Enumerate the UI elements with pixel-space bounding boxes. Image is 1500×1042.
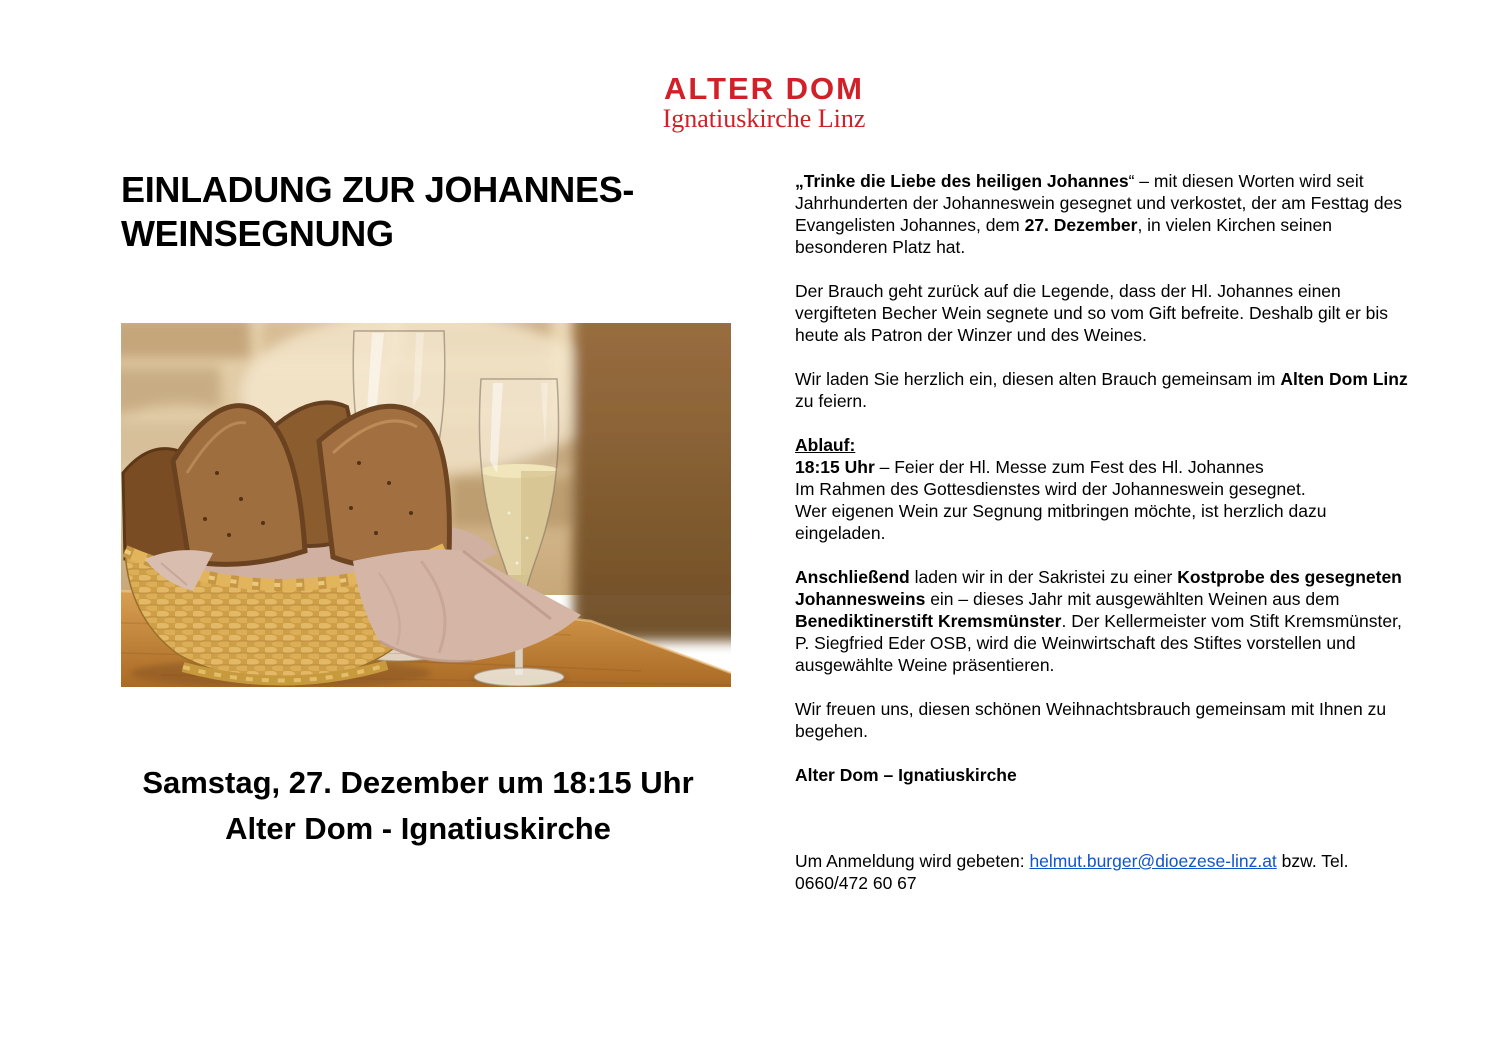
event-place: Alter Dom - Ignatiuskirche	[225, 811, 611, 846]
event-date: Samstag, 27. Dezember um 18:15 Uhr	[142, 765, 694, 800]
logo-title: ALTER DOM	[664, 71, 864, 106]
body-text	[795, 170, 1413, 916]
logo-subtitle: Ignatiuskirche Linz	[662, 104, 866, 133]
intro-paragraph	[795, 170, 1413, 258]
text-segment: Ablauf:	[795, 435, 856, 455]
text-segment: Kostprobe des gesegneten Johannesweins	[795, 567, 1402, 609]
text-segment: Alter Dom – Ignatiuskirche	[795, 765, 1017, 785]
event-photo	[121, 323, 731, 687]
page-title	[121, 168, 721, 256]
email-link[interactable]: helmut.burger@dioezese-linz.at	[1029, 851, 1277, 871]
text-segment: Alten Dom Linz	[1280, 369, 1408, 389]
wine-and-bread-photo	[121, 323, 731, 687]
closing-paragraph	[795, 698, 1413, 742]
text-segment: , in vielen Kirchen seinen besonderen Platz hat.	[795, 215, 1332, 257]
text-segment: Anschließend	[795, 567, 910, 587]
text-segment: Der Brauch geht zurück auf die Legende, dass der Hl. Johannes einen vergifteten Becher Wein segnete und so vom Gift befreite. Deshalb gilt er bis heute als Patron der Winzer und des Weines.	[795, 281, 1389, 345]
schedule-heading	[795, 434, 1413, 456]
schedule-line-3	[795, 500, 1413, 544]
text-segment: . Der Kellermeister vom Stift Kremsmünster, P. Siegfried Eder OSB, wird die Weinwirtschaft des Stiftes vorstellen und ausgewählte Weine präsentieren.	[795, 611, 1402, 675]
text-segment: Wir freuen uns, diesen schönen Weihnachtsbrauch gemeinsam mit Ihnen zu begehen.	[795, 699, 1387, 741]
event-banner	[122, 760, 714, 852]
page-title-line2: WEINSEGNUNG	[121, 213, 394, 254]
text-segment: Um Anmeldung wird gebeten:	[795, 851, 1030, 871]
text-segment: „Trinke die Liebe des heiligen Johannes	[795, 171, 1129, 191]
signature-line	[795, 764, 1413, 786]
text-segment: Im Rahmen des Gottesdienstes wird der Johanneswein gesegnet.	[795, 479, 1306, 499]
text-segment: bzw. Tel. 0660/472 60 67	[795, 851, 1349, 893]
text-segment: 18:15 Uhr	[795, 457, 875, 477]
page-title-line1: EINLADUNG ZUR JOHANNES-	[121, 169, 635, 210]
text-segment: Wer eigenen Wein zur Segnung mitbringen möchte, ist herzlich dazu eingeladen.	[795, 501, 1327, 543]
text-segment: laden wir in der Sakristei zu einer	[909, 567, 1178, 587]
text-segment: “ – mit diesen Worten wird seit Jahrhunderten der Johanneswein gesegnet und verkostet, der am Festtag des Evangelisten Johannes, dem	[795, 171, 1403, 235]
text-segment: 27. Dezember	[1024, 215, 1138, 235]
text-segment: ein – dieses Jahr mit ausgewählten Weinen aus dem	[925, 589, 1340, 609]
text-segment: Benediktinerstift Kremsmünster	[795, 611, 1062, 631]
schedule-line-1	[795, 456, 1413, 478]
registration-paragraph	[795, 850, 1413, 894]
invite-paragraph	[795, 368, 1413, 412]
legend-paragraph	[795, 280, 1413, 346]
tasting-paragraph	[795, 566, 1413, 676]
text-segment: zu feiern.	[795, 391, 867, 411]
schedule-line-2	[795, 478, 1413, 500]
logo	[652, 72, 876, 132]
text-segment: Wir laden Sie herzlich ein, diesen alten Brauch gemeinsam im	[795, 369, 1281, 389]
text-segment: – Feier der Hl. Messe zum Fest des Hl. Johannes	[874, 457, 1264, 477]
